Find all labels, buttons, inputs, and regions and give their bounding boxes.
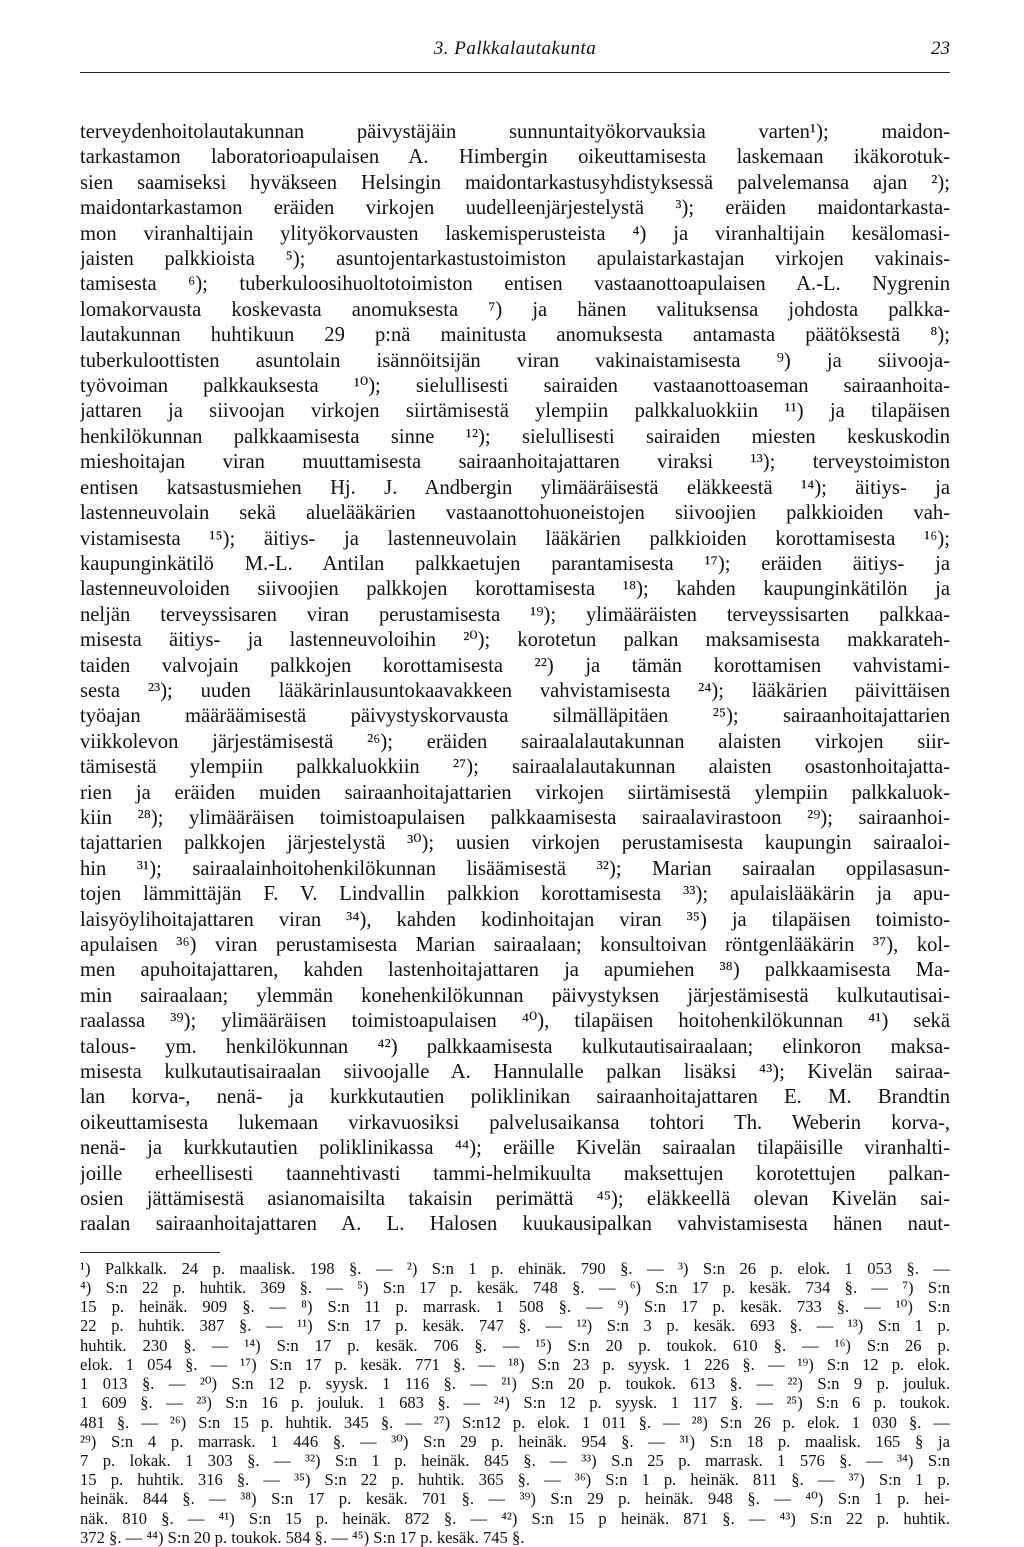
footnote-line: 22 p. huhtik. 387 §. — ¹¹) S:n 17 p. kesäk. 747 §. — ¹²) S:n 3 p. kesäk. 693 §. — ¹³) S:n 1 p. — [80, 1316, 950, 1336]
body-line: hin ³¹); sairaalainhoitohenkilökunnan lisäämisestä ³²); Marian sairaalan oppilasasun- — [80, 857, 950, 880]
body-line: taiden valvojain palkkojen korottamisesta ²²) ja tämän korottamisen vahvistami- — [80, 654, 950, 677]
body-line: rien ja eräiden muiden sairaanhoitajattarien virkojen siirtämisestä ylempiin palkkaluok- — [80, 781, 950, 804]
body-line: työajan määräämisestä päivystyskorvausta silmälläpitäen ²⁵); sairaanhoitajattarien — [80, 705, 950, 728]
body-line: vistamisesta ¹⁵); äitiys- ja lastenneuvolain lääkärien palkkioiden korottamisesta ¹⁶); — [80, 527, 950, 550]
page-header — [80, 30, 950, 60]
body-line: sesta ²³); uuden lääkärinlausuntokaavakkeen vahvistamisesta ²⁴); lääkärien päivittäisen — [80, 679, 950, 702]
page-number: 23 — [931, 38, 950, 59]
body-line: mieshoitajan viran muuttamisesta sairaanhoitajattaren viraksi ¹³); terveystoimiston — [80, 451, 950, 474]
footnote-divider — [80, 1252, 220, 1253]
body-line: entisen katsastusmiehen Hj. J. Andbergin ylimääräisestä eläkkeestä ¹⁴); äitiys- ja — [80, 476, 950, 499]
footnote-line: näk. 810 §. — ⁴¹) S:n 15 p. heinäk. 872 §. — ⁴²) S:n 15 p heinäk. 871 §. — ⁴³) S:n 22 p. huhtik. — [80, 1508, 950, 1528]
body-line: tarkastamon laboratorioapulaisen A. Himbergin oikeuttamisesta laskemaan ikäkorotuk- — [80, 146, 950, 169]
body-line: jaisten palkkioista ⁵); asuntojentarkastustoimiston apulaistarkastajan virkojen vakinais- — [80, 248, 950, 271]
body-line: nenä- ja kurkkutautien poliklinikassa ⁴⁴); eräille Kivelän sairaalan tilapäisille viranhalti- — [80, 1137, 950, 1160]
body-line: tojen lämmittäjän F. V. Lindvallin palkkion korottamisesta ³³); apulaislääkärin ja apu- — [80, 883, 950, 906]
body-line: lautakunnan huhtikuun 29 p:nä mainitusta anomuksesta antamasta päätöksestä ⁸); — [80, 324, 950, 347]
body-line: tajattarien palkkojen järjestelystä ³⁰); uusien virkojen perustamisesta kaupungin sairaaloi- — [80, 832, 950, 855]
body-line: min sairaalaan; ylemmän konehenkilökunnan päivystyksen järjestämisestä kulkutautisai- — [80, 984, 950, 1007]
footnote-line: 481 §. — ²⁶) S:n 15 p. huhtik. 345 §. — ²⁷) S:n12 p. elok. 1 011 §. — ²⁸) S:n 26 p. elok. 1 030 §. — — [80, 1412, 950, 1432]
body-line: raalan sairaanhoitajattaren A. L. Halosen kuukausipalkan vahvistamisesta hänen naut- — [80, 1213, 950, 1236]
footnote-line: ¹) Palkkalk. 24 p. maalisk. 198 §. — ²) S:n 1 p. ehinäk. 790 §. — ³) S:n 26 p. elok. 1 053 §. — — [80, 1258, 950, 1278]
body-line: men apuhoitajattaren, kahden lastenhoitajattaren ja apumiehen ³⁸) palkkaamisesta Ma- — [80, 959, 950, 982]
footnote-line: 15 p. huhtik. 316 §. — ³⁵) S:n 22 p. huhtik. 365 §. — ³⁶) S:n 1 p. heinäk. 811 §. — ³⁷) S:n 1 p. — [80, 1470, 950, 1490]
body-line: neljän terveyssisaren viran perustamisesta ¹⁹); ylimääräisten terveyssisarten palkkaa- — [80, 603, 950, 626]
body-line: mon viranhaltijain ylityökorvausten laskemisperusteista ⁴) ja viranhaltijain kesälomasi- — [80, 222, 950, 245]
header-rule — [80, 72, 950, 73]
body-line: henkilökunnan palkkaamisesta sinne ¹²); sielullisesti sairaiden miesten keskuskodin — [80, 425, 950, 448]
body-line: lastenneuvoloiden siivoojien palkkojen korottamisesta ¹⁸); kahden kaupunginkätilön ja — [80, 578, 950, 601]
body-line: työvoiman palkkauksesta ¹⁰); sielullisesti sairaiden vastaanottoaseman sairaanhoita- — [80, 375, 950, 398]
body-line: kiin ²⁸); ylimääräisen toimistoapulaisen palkkaamisesta sairaalavirastoon ²⁹); sairaanhoi- — [80, 806, 950, 829]
footnote-line: ⁴) S:n 22 p. huhtik. 369 §. — ⁵) S:n 17 p. kesäk. 748 §. — ⁶) S:n 17 p. kesäk. 734 §. — ⁷) S:n — [80, 1278, 950, 1298]
body-line: misesta äitiys- ja lastenneuvoloihin ²⁰); korotetun palkan maksamisesta makkarateh- — [80, 629, 950, 652]
body-line: talous- ym. henkilökunnan ⁴²) palkkaamisesta kulkutautisairaalaan; elinkoron maksa- — [80, 1035, 950, 1058]
footnote-line: 372 §. — ⁴⁴) S:n 20 p. toukok. 584 §. — ⁴⁵) S:n 17 p. kesäk. 745 §. — [80, 1527, 525, 1547]
body-line: tuberkuloottisten asuntolain isännöitsijän viran vakinaistamisesta ⁹) ja siivooja- — [80, 349, 950, 372]
footnotes — [80, 1259, 950, 1547]
body-line: terveydenhoitolautakunnan päivystäjäin sunnuntaityökorvauksia varten¹); maidon- — [80, 121, 950, 143]
body-line: laisyöylihoitajattaren viran ³⁴), kahden kodinhoitajan viran ³⁵) ja tilapäisen toimisto- — [80, 908, 950, 931]
footnote-line: heinäk. 844 §. — ³⁸) S:n 17 p. kesäk. 701 §. — ³⁹) S:n 29 p. heinäk. 948 §. — ⁴⁰) S:n 1 p. hei- — [80, 1489, 950, 1509]
document-page — [80, 30, 950, 1547]
body-line: tämisestä ylempiin palkkaluokkiin ²⁷); sairaalalautakunnan alaisten osastonhoitajatta- — [80, 756, 950, 779]
body-line: raalassa ³⁹); ylimääräisen toimistoapulaisen ⁴⁰), tilapäisen hoitohenkilökunnan ⁴¹) sekä — [80, 1010, 950, 1033]
footnote-line: 15 p. heinäk. 909 §. — ⁸) S:n 11 p. marrask. 1 508 §. — ⁹) S:n 17 p. kesäk. 733 §. — ¹⁰) S:n — [80, 1297, 950, 1317]
footnote-line: 1 609 §. — ²³) S:n 16 p. jouluk. 1 683 §. — ²⁴) S:n 12 p. syysk. 1 117 §. — ²⁵) S:n 6 p. toukok. — [80, 1393, 950, 1413]
body-line: misesta kulkutautisairaalan siivoojalle A. Hannulalle palkan lisäksi ⁴³); Kivelän sairaa- — [80, 1061, 950, 1084]
body-line: maidontarkastamon eräiden virkojen uudelleenjärjestelystä ³); eräiden maidontarkasta- — [80, 197, 950, 220]
body-line: lan korva-, nenä- ja kurkkutautien poliklinikan sairaanhoitajattaren E. M. Brandtin — [80, 1086, 950, 1109]
running-title: 3. Palkkalautakunta — [433, 38, 597, 59]
body-line: osien jättämisestä asianomaisilta takaisin perimättä ⁴⁵); eläkkeellä olevan Kivelän sai- — [80, 1188, 950, 1211]
body-line: apulaisen ³⁶) viran perustamisesta Marian sairaalaan; konsultoivan röntgenlääkärin ³⁷), kol- — [80, 934, 950, 956]
body-line: lomakorvausta koskevasta anomuksesta ⁷) ja hänen valituksensa johdosta palkka- — [80, 298, 950, 321]
footnote-line: 7 p. lokak. 1 303 §. — ³²) S:n 1 p. heinäk. 845 §. — ³³) S.n 25 p. marrask. 1 576 §. — ³⁴) S:n — [80, 1450, 950, 1470]
footnote-line: huhtik. 230 §. — ¹⁴) S:n 17 p. kesäk. 706 §. — ¹⁵) S:n 20 p. toukok. 610 §. — ¹⁶) S:n 26 p. — [80, 1335, 950, 1355]
body-line: jattaren ja siivoojan virkojen siirtämisestä ylempiin palkkaluokkiin ¹¹) ja tilapäisen — [80, 400, 950, 423]
footnote-line: ²⁹) S:n 4 p. marrask. 1 446 §. — ³⁰) S:n 29 p. heinäk. 954 §. — ³¹) S:n 18 p. maalisk. 165 § ja — [80, 1431, 950, 1451]
body-line: joille erheellisesti taannehtivasti tammi-helmikuulta maksettujen korotettujen palkan- — [80, 1162, 950, 1185]
body-line: kaupunginkätilö M.-L. Antilan palkkaetujen parantamisesta ¹⁷); eräiden äitiys- ja — [80, 552, 950, 575]
body-line: sien saamiseksi hyväkseen Helsingin maidontarkastusyhdistyksessä palvelemansa ajan ²); — [80, 171, 950, 194]
body-line: oikeuttamisesta lukemaan virkavuosiksi palvelusaikansa tohtori Th. Weberin korva-, — [80, 1111, 950, 1134]
body-line: lastenneuvolain sekä aluelääkärien vastaanottohuoneistojen siivoojien palkkioiden vah- — [80, 502, 950, 525]
footnote-line: elok. 1 054 §. — ¹⁷) S:n 17 p. kesäk. 771 §. — ¹⁸) S:n 23 p. syysk. 1 226 §. — ¹⁹) S:n 12 p. elok. — [80, 1354, 950, 1374]
body-line: tamisesta ⁶); tuberkuloosihuoltotoimiston entisen vastaanottoapulaisen A.-L. Nygrenin — [80, 273, 950, 296]
body-paragraph — [80, 120, 950, 1238]
body-line: viikkolevon järjestämisestä ²⁶); eräiden sairaalalautakunnan alaisten virkojen siir- — [80, 730, 950, 753]
footnote-line: 1 013 §. — ²⁰) S:n 12 p. syysk. 1 116 §. — ²¹) S:n 20 p. toukok. 613 §. — ²²) S:n 9 p. jouluk. — [80, 1374, 950, 1394]
